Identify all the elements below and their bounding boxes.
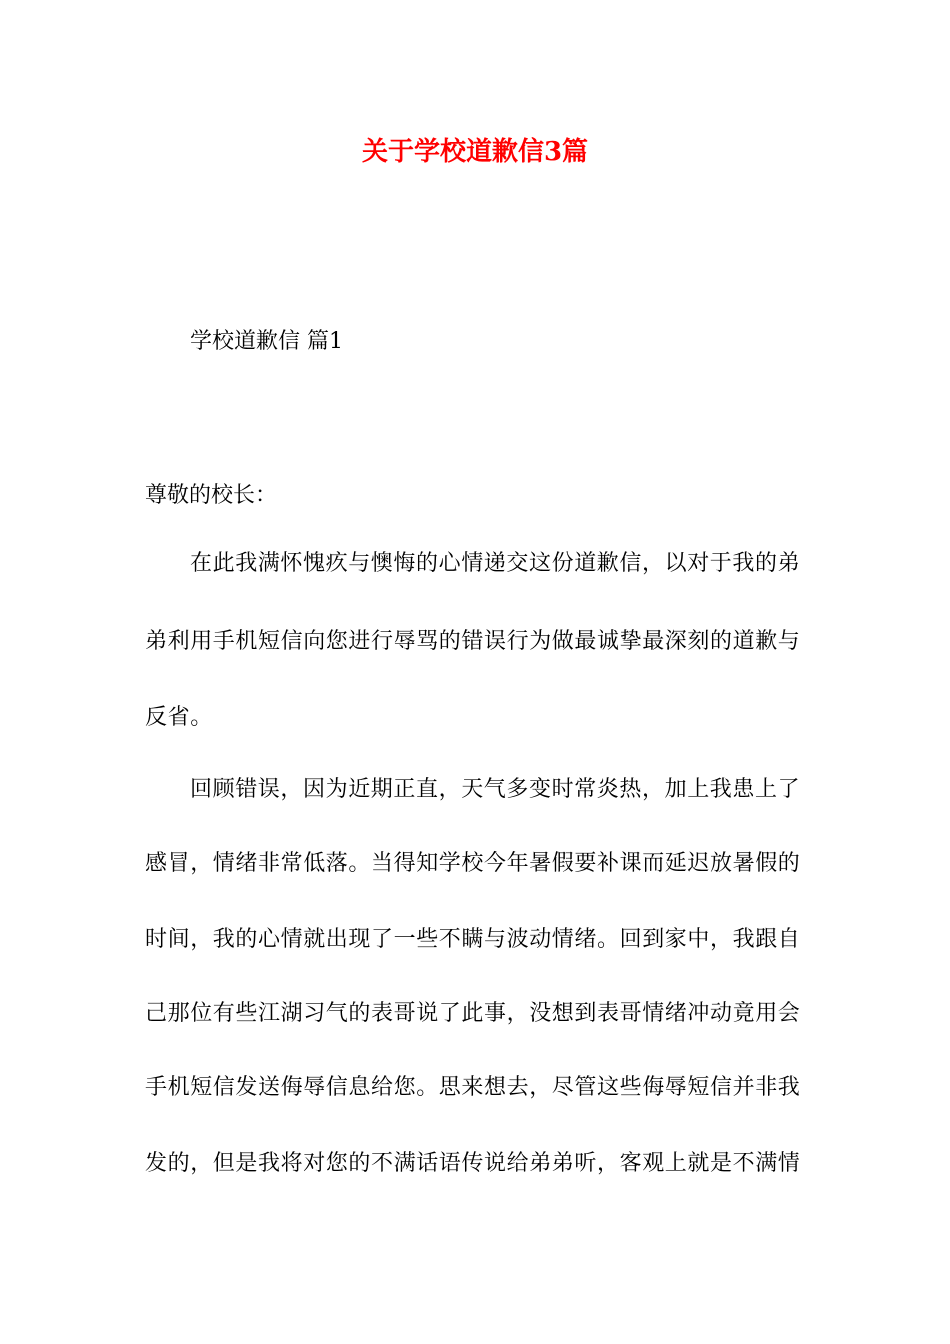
body-line-8: 手机短信发送侮辱信息给您。思来想去，尽管这些侮辱短信并非我: [145, 1075, 801, 1100]
salutation: 尊敬的校长：: [145, 483, 278, 508]
body-line-5: 感冒，情绪非常低落。当得知学校今年暑假要补课而延迟放暑假的: [145, 851, 801, 876]
body-line-1: 在此我满怀愧疚与懊悔的心情递交这份道歉信，以对于我的弟: [190, 551, 801, 576]
body-line-9: 发的，但是我将对您的不满话语传说给弟弟听，客观上就是不满情: [145, 1151, 801, 1176]
document-title: 关于学校道歉信3篇: [361, 137, 589, 167]
body-line-6: 时间，我的心情就出现了一些不瞒与波动情绪。回到家中，我跟自: [145, 927, 801, 952]
body-line-3: 反省。: [145, 705, 213, 730]
section-heading: 学校道歉信 篇1: [190, 329, 343, 354]
body-line-4: 回顾错误，因为近期正直，天气多变时常炎热，加上我患上了: [190, 777, 801, 802]
body-line-7: 己那位有些江湖习气的表哥说了此事，没想到表哥情绪冲动竟用会: [145, 1001, 801, 1026]
body-line-2: 弟利用手机短信向您进行辱骂的错误行为做最诚挚最深刻的道歉与: [145, 629, 801, 654]
